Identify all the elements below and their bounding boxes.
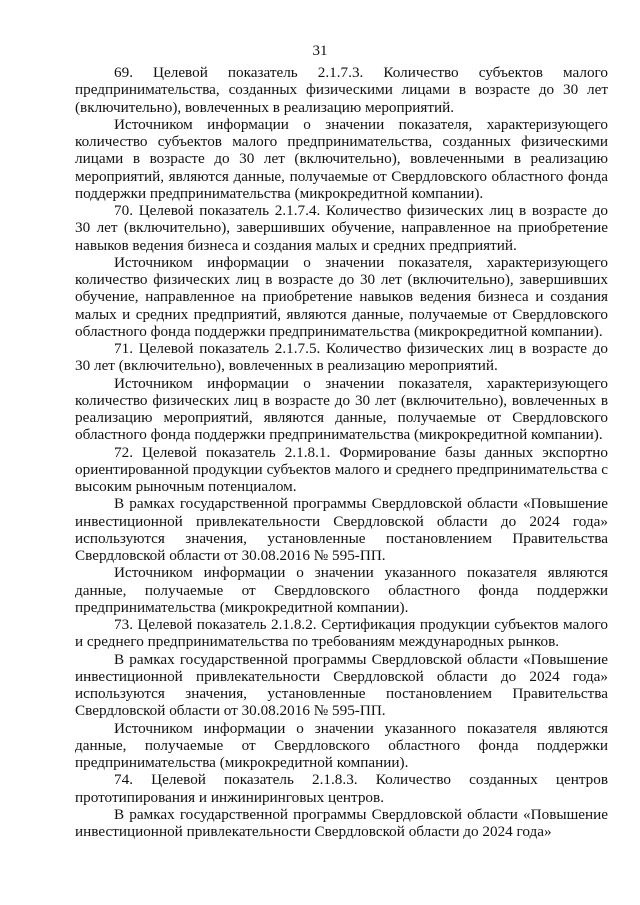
paragraph-73-program: В рамках государственной программы Свердловской области «Повышение инвестиционной привлекательности Свердловской области до 2024 года» используются значения, установленные постановлением Правительства Свердловской области от 30.08.2016 № 595-ПП.	[75, 650, 608, 720]
paragraph-73-source: Источником информации о значении указанного показателя являются данные, получаемые от Свердловского областного фонда поддержки предпринимательства (микрокредитной компании).	[75, 719, 608, 771]
paragraph-74-indicator: 74. Целевой показатель 2.1.8.3. Количество созданных центров прототипирования и инжиниринговых центров.	[75, 771, 608, 806]
paragraph-72-indicator: 72. Целевой показатель 2.1.8.1. Формирование базы данных экспортно ориентированной продукции субъектов малого и среднего предпринимательства с высоким рыночным потенциалом.	[75, 443, 608, 495]
paragraph-73-indicator: 73. Целевой показатель 2.1.8.2. Сертификация продукции субъектов малого и среднего предпринимательства по требованиям международных рынков.	[75, 616, 608, 651]
page-number: 31	[312, 43, 328, 59]
paragraph-69-indicator: 69. Целевой показатель 2.1.7.3. Количество субъектов малого предпринимательства, созданных физическими лицами в возрасте до 30 лет (включительно), вовлеченных в реализацию мероприятий.	[75, 64, 608, 116]
paragraph-69-source: Источником информации о значении показателя, характеризующего количество субъектов малого предпринимательства, созданных физическими лицами в возрасте до 30 лет (включительно), вовлеченными в реализацию мероприятий, являются данные, получаемые от Свердловского областного фонда поддержки предпринимательства (микрокредитной компании).	[75, 115, 608, 202]
paragraph-71-source: Источником информации о значении показателя, характеризующего количество физических лиц в возрасте до 30 лет (включительно), вовлеченных в реализацию мероприятий, являются данные, получаемые от Свердловского областного фонда поддержки предпринимательства (микрокредитной компании).	[75, 374, 608, 444]
paragraph-72-source: Источником информации о значении указанного показателя являются данные, получаемые от Свердловского областного фонда поддержки предпринимательства (микрокредитной компании).	[75, 564, 608, 616]
paragraph-70-indicator: 70. Целевой показатель 2.1.7.4. Количество физических лиц в возрасте до 30 лет (включительно), завершивших обучение, направленное на приобретение навыков ведения бизнеса и создания малых и средних предприятий.	[75, 202, 608, 254]
paragraph-71-indicator: 71. Целевой показатель 2.1.7.5. Количество физических лиц в возрасте до 30 лет (включительно), вовлеченных в реализацию мероприятий.	[75, 340, 608, 375]
paragraph-74-program: В рамках государственной программы Свердловской области «Повышение инвестиционной привлекательности Свердловской области до 2024 года»	[75, 805, 608, 840]
paragraph-72-program: В рамках государственной программы Свердловской области «Повышение инвестиционной привлекательности Свердловской области до 2024 года» используются значения, установленные постановлением Правительства Свердловской области от 30.08.2016 № 595-ПП.	[75, 495, 608, 564]
document-body	[75, 64, 608, 840]
paragraph-70-source: Источником информации о значении показателя, характеризующего количество физических лиц в возрасте до 30 лет (включительно), завершивших обучение, направленное на приобретение навыков ведения бизнеса и создания малых и средних предприятий, являются данные, получаемые от Свердловского областного фонда поддержки предпринимательства (микрокредитной компании).	[75, 253, 608, 340]
